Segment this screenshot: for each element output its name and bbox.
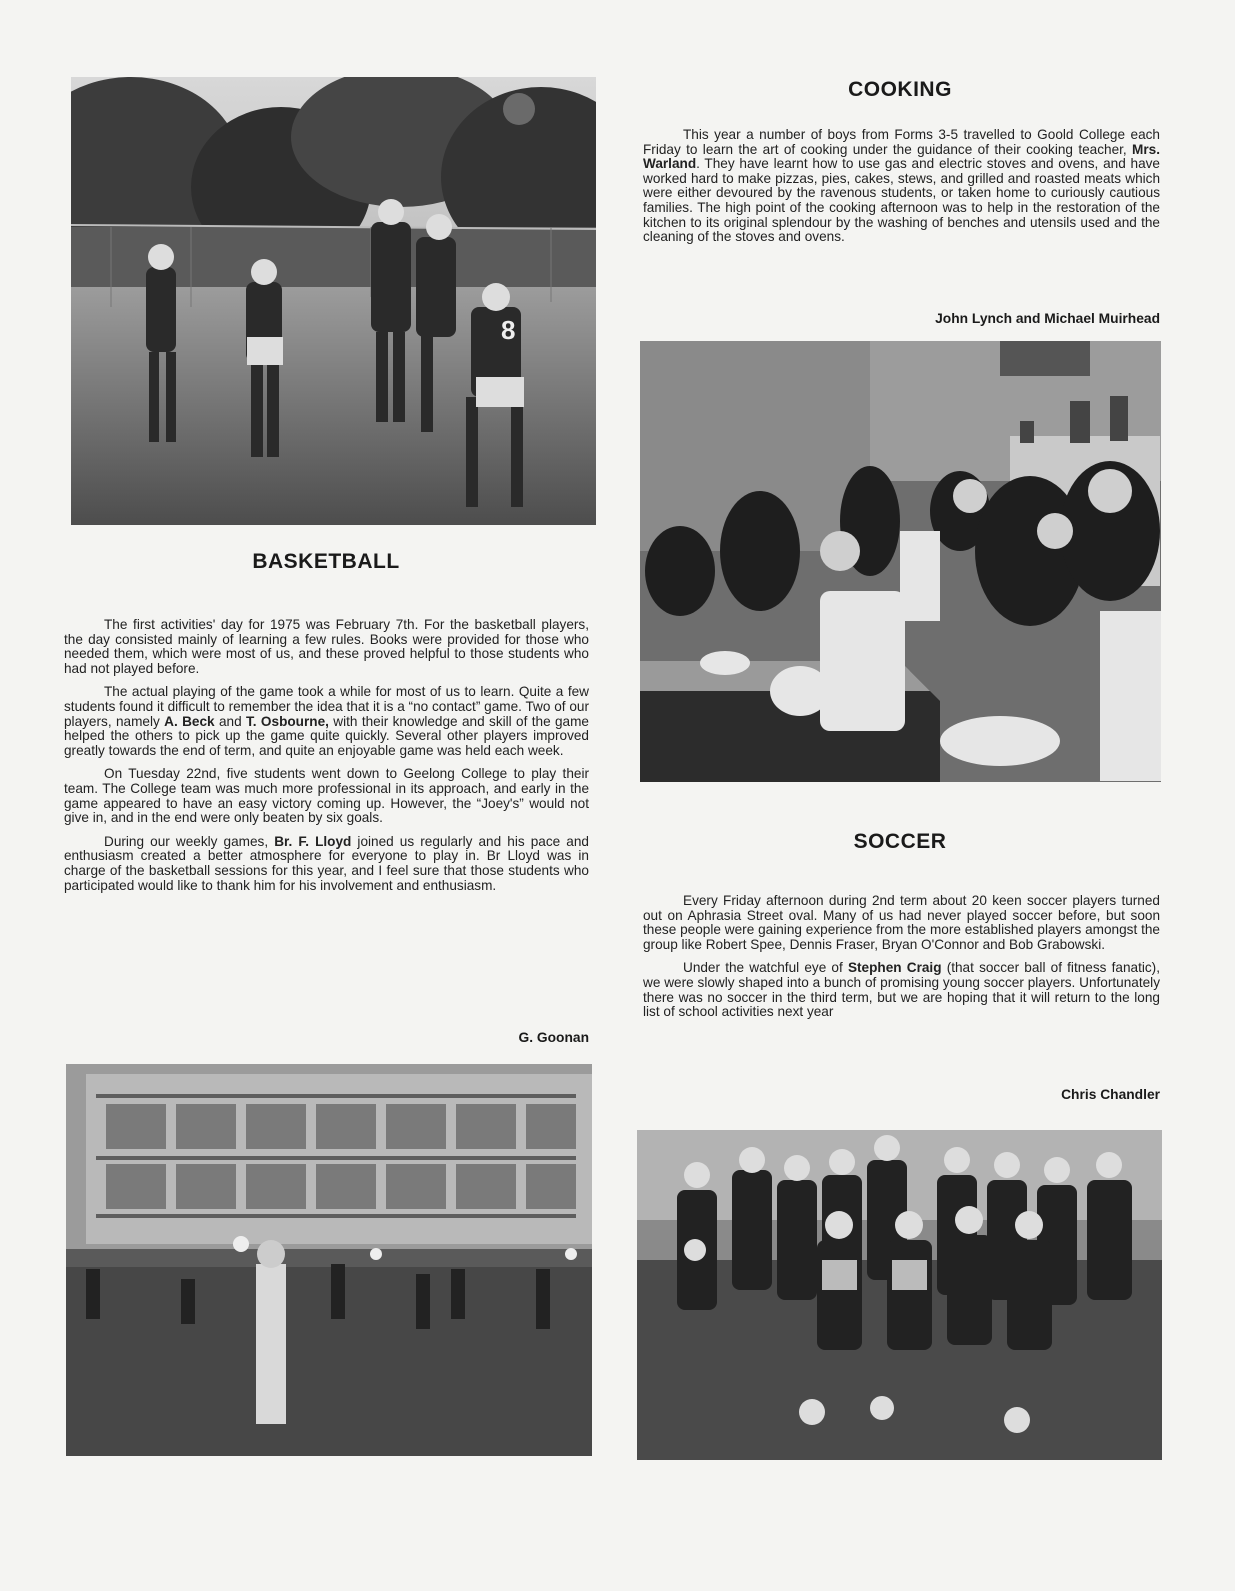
basketball-byline: G. Goonan — [518, 1030, 589, 1045]
bold-name: Br. F. Lloyd — [274, 833, 352, 849]
article-paragraph: The first activities' day for 1975 was February 7th. For the basketball players, the day consisted mainly of learning a few rules. Books were provided for those who needed them, which were most of us, and these proved helpful to those students who had not played before. — [64, 617, 589, 676]
article-paragraph: Under the watchful eye of Stephen Craig (that soccer ball of fitness fanatic), we were slowly shaped into a bunch of promising young soccer players. Unfortunately there was no soccer in the third term, but we are hoping that it will return to the long list of school activities next year — [643, 960, 1160, 1020]
bold-name: Mrs. Warland — [643, 141, 1160, 172]
cooking-heading: COOKING — [848, 78, 952, 101]
basketball-body — [64, 618, 589, 902]
soccer-team-photo — [637, 1130, 1162, 1460]
article-paragraph: This year a number of boys from Forms 3-5 travelled to Goold College each Friday to learn the art of cooking under the guidance of their cooking teacher, Mrs. Warland. They have learnt how to use gas and electric stoves and ovens, and have worked hard to make pizzas, pies, cakes, stews, and grilled and roasted meats which were either devoured by the ravenous students, or taken home to curiously cautious families. The high point of the cooking afternoon was to help in the restoration of the kitchen to its original splendour by the washing of benches and utensils used and the cleaning of the stoves and ovens. — [643, 127, 1160, 245]
soccer-body — [643, 894, 1160, 1029]
article-paragraph: The actual playing of the game took a while for most of us to learn. Quite a few students found it difficult to remember the idea that it is a “no contact” game. Two of our players, namely A. Beck and T. Osbourne, with their knowledge and skill of the game helped the others to pick up the game quite quickly. Several other players improved greatly towards the end of term, and quite an enjoyable game was held each week. — [64, 684, 589, 758]
cooking-byline: John Lynch and Michael Muirhead — [935, 311, 1160, 326]
basketball-heading: BASKETBALL — [252, 550, 400, 573]
article-paragraph: On Tuesday 22nd, five students went down to Geelong College to play their team. The College team was much more professional in its approach, and early in the game appeared to have an easy victory coming up. However, the “Joey's” would not give in, and in the end were only beaten by six goals. — [64, 766, 589, 826]
bold-name: A. Beck — [164, 713, 215, 729]
cooking-class-photo — [640, 341, 1161, 782]
soccer-byline: Chris Chandler — [1061, 1087, 1160, 1102]
cooking-body — [643, 128, 1160, 254]
svg-text:8: 8 — [501, 315, 516, 345]
soccer-heading: SOCCER — [853, 830, 947, 853]
bold-name: T. Osbourne, — [246, 713, 329, 729]
bold-name: Stephen Craig — [847, 960, 942, 976]
basketball-game-photo — [71, 77, 596, 525]
article-paragraph: Every Friday afternoon during 2nd term about 20 keen soccer players turned out on Aphrasia Street oval. Many of us had never played soccer before, but soon these people were gaining experience from the more established players amongst the group like Robert Spee, Dennis Fraser, Bryan O'Connor and Bob Grabowski. — [643, 893, 1160, 952]
article-paragraph: During our weekly games, Br. F. Lloyd joined us regularly and his pace and enthusiasm created a better atmosphere for everyone to play in. Br Lloyd was in charge of the basketball sessions for this year, and I feel sure that those students who participated would like to thank him for his involvement and enthusiasm. — [64, 833, 589, 893]
soccer-practice-photo — [66, 1064, 592, 1456]
